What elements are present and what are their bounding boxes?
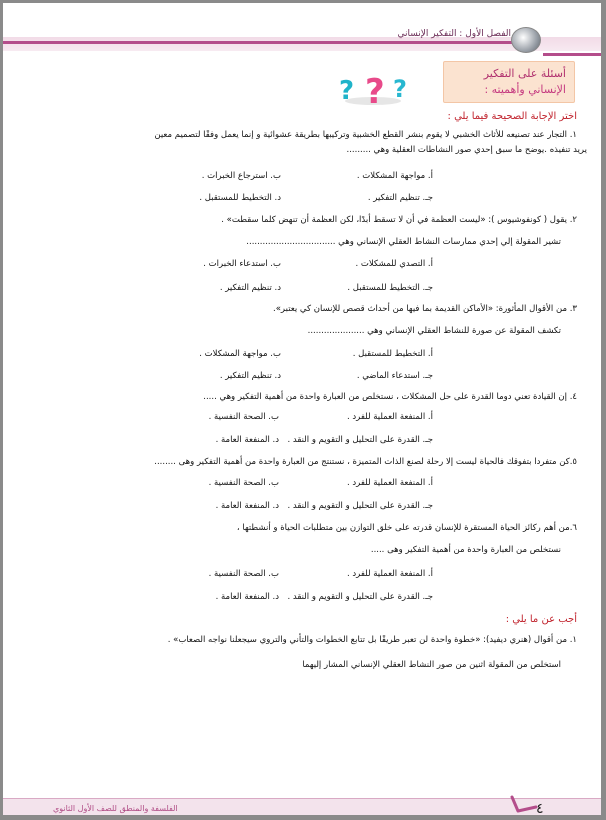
section-2-title: أجب عن ما يلي : — [505, 614, 577, 625]
q6-option-b: ب. الصحة النفسية . — [208, 569, 279, 579]
q5-option-d: د. المنفعة العامة . — [215, 501, 279, 511]
q6-option-c: جـ. القدرة على التحليل و التقويم و النقد . — [287, 592, 433, 602]
section-title-box — [443, 61, 575, 103]
q2-option-c: جـ. التخطيط للمستقبل . — [347, 283, 433, 293]
question-marks-icon — [331, 61, 431, 107]
title-line-2: الإنساني وأهميته : — [484, 83, 566, 96]
chapter-title: الفصل الأول : التفكير الإنساني — [397, 29, 511, 39]
q5-option-c: جـ. القدرة على التحليل و التقويم و النقد . — [287, 501, 433, 511]
q3-option-a: أ. التخطيط للمستقبل . — [352, 349, 433, 359]
header-rule — [3, 41, 513, 44]
footer-book-title: الفلسفة والمنطق للصف الأول الثانوي — [53, 804, 178, 813]
q3-option-c: جـ. استدعاء الماضي . — [356, 371, 433, 381]
svg-text:?: ? — [393, 75, 407, 103]
q4-text-1: ٤. إن القيادة تعني دوما القدرة على حل المشكلات ، نستخلص من العبارة واحدة من أهمية التفكير وهي ..... — [203, 392, 577, 402]
q4-option-b: ب. الصحة النفسية . — [208, 412, 279, 422]
q6-text-2: نستخلص من العبارة واحدة من أهمية التفكير وهى ..... — [370, 545, 561, 555]
q2-text-1: ٢. يقول ( كونفوشيوس ): «ليست العظمة في أن لا تسقط أبدًا، لكن العظمة أن تنهض كلما سقطت» . — [221, 215, 577, 225]
q1-option-c: جـ. تنظيم التفكير . — [367, 193, 433, 203]
q1-text-1: ١. التجار عند تصنيعه للأثاث الخشبي لا يقوم بنشر القطع الخشبية وتركيبها بطريقة عشوائية و إنما يعمل وفقًا لتصميم معين — [154, 130, 577, 140]
q7-text-1: ١. من أقوال (هنري ديفيد): «خطوة واحدة لن تعبر طريقًا بل تتابع الخطوات والتأني والتروي سيجعلنا نواجه الصعاب» . — [167, 635, 577, 645]
q6-option-a: أ. المنفعة العملية للفرد . — [346, 569, 433, 579]
q1-option-b: ب. استرجاع الخبرات . — [201, 171, 281, 181]
q4-option-a: أ. المنفعة العملية للفرد . — [346, 412, 433, 422]
q5-option-a: أ. المنفعة العملية للفرد . — [346, 478, 433, 488]
section-1-title: اختر الإجابة الصحيحة فيما يلي : — [447, 111, 577, 122]
q5-option-b: ب. الصحة النفسية . — [208, 478, 279, 488]
q1-text-2: يريد تنفيذه .يوضح ما سبق إحدي صور النشاطات العقلية وهي ......... — [346, 145, 587, 155]
q1-option-a: أ. مواجهة المشكلات . — [356, 171, 433, 181]
q7-text-2: استخلص من المقولة اثنين من صور النشاط العقلي الإنساني المشار إليهما — [302, 660, 561, 670]
brain-logo-icon — [511, 27, 541, 53]
header-corner — [543, 33, 601, 56]
q4-option-d: د. المنفعة العامة . — [215, 435, 279, 445]
q2-option-d: د. تنظيم التفكير . — [219, 283, 281, 293]
page — [3, 3, 601, 815]
q6-text-1: ٦.من أهم ركائز الحياة المستقرة للإنسان قدرته على خلق التوازن بين متطلبات الحياة و أنشطتها ، — [236, 523, 577, 533]
title-line-1: أسئلة على التفكير — [483, 67, 566, 80]
q2-option-b: ب. استدعاء الخبرات . — [203, 259, 281, 269]
page-number: ٤ — [536, 801, 544, 815]
q3-text-1: ٣. من الأقوال المأثورة: «الأماكن القديمة بما فيها من أحداث قصص للإنسان كي يعتبر». — [273, 304, 577, 314]
q5-text-1: ٥.كن متفردا بتفوقك فالحياة ليست إلا رحلة لصنع الذات المتميزة ، نستنتج من العبارة واحدة من أهمية التفكير وهى ........ — [154, 457, 577, 467]
q2-text-2: تشير المقولة إلي إحدي ممارسات النشاط العقلي الإنساني وهي ................................. — [246, 237, 561, 247]
svg-text:?: ? — [365, 72, 385, 107]
q3-option-d: د. تنظيم التفكير . — [219, 371, 281, 381]
svg-text:?: ? — [339, 76, 355, 106]
q2-option-a: أ. التصدي للمشكلات . — [355, 259, 433, 269]
q4-option-c: جـ. القدرة على التحليل و التقويم و النقد . — [287, 435, 433, 445]
q1-option-d: د. التخطيط للمستقبل . — [199, 193, 281, 203]
q3-option-b: ب. مواجهة المشكلات . — [199, 349, 281, 359]
q3-text-2: تكشف المقولة عن صورة للنشاط العقلي الإنساني وهي ..................... — [307, 326, 561, 336]
q6-option-d: د. المنفعة العامة . — [215, 592, 279, 602]
